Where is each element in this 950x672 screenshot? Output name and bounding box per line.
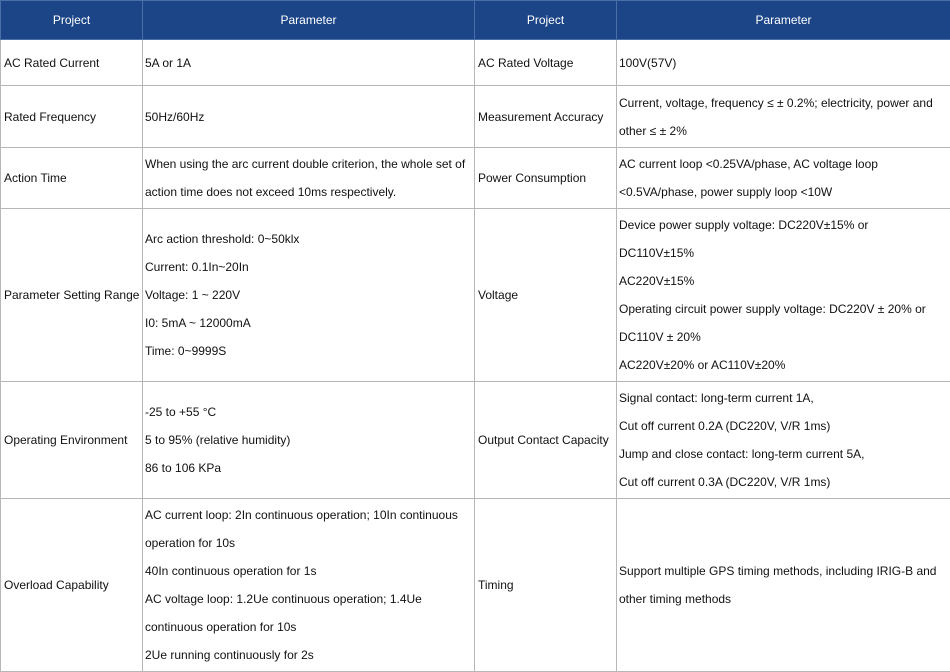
- value-line: Voltage: 1 ~ 220V: [145, 288, 241, 302]
- row-value: [143, 382, 475, 499]
- value-line: Jump and close contact: long-term current 5A,: [619, 447, 865, 461]
- row-value: [143, 209, 475, 382]
- value-line: 100V(57V): [619, 55, 677, 70]
- row-label: Voltage: [475, 209, 617, 382]
- row-label: Output Contact Capacity: [475, 382, 617, 499]
- row-label: Parameter Setting Range: [1, 209, 143, 382]
- table-row: [1, 86, 950, 148]
- value-line: 86 to 106 KPa: [145, 461, 222, 475]
- value-line: I0: 5mA ~ 12000mA: [145, 316, 251, 330]
- header-row: [1, 1, 950, 40]
- row-label: Operating Environment: [1, 382, 143, 499]
- value-line: 50Hz/60Hz: [145, 109, 205, 124]
- row-value: [143, 148, 475, 209]
- value-line: Device power supply voltage: DC220V±15% or: [619, 218, 869, 232]
- row-label: Measurement Accuracy: [475, 86, 617, 148]
- header-project-2: Project: [475, 1, 617, 40]
- value-line: When using the arc current double criterion, the whole set of: [145, 157, 466, 171]
- table-row: [1, 209, 950, 382]
- value-line: Operating circuit power supply voltage: DC220V ± 20% or: [619, 302, 926, 316]
- table-row: [1, 382, 950, 499]
- row-value: [617, 148, 950, 209]
- row-value: [617, 86, 950, 148]
- value-line: 40In continuous operation for 1s: [145, 564, 317, 578]
- row-value: [617, 40, 950, 86]
- value-line: Time: 0~9999S: [145, 344, 227, 358]
- row-label: Action Time: [1, 148, 143, 209]
- value-line: DC110V ± 20%: [619, 330, 701, 344]
- value-line: Cut off current 0.2A (DC220V, V/R 1ms): [619, 419, 831, 433]
- value-line: 2Ue running continuously for 2s: [145, 648, 314, 662]
- value-line: Current, voltage, frequency ≤ ± 0.2%; electricity, power and: [619, 95, 933, 110]
- row-value: [617, 499, 950, 672]
- table-row: [1, 148, 950, 209]
- value-line: <0.5VA/phase, power supply loop <10W: [619, 185, 833, 199]
- value-line: Current: 0.1In~20In: [145, 260, 249, 274]
- row-value: [143, 86, 475, 148]
- row-label: Timing: [475, 499, 617, 672]
- row-label: Overload Capability: [1, 499, 143, 672]
- value-line: operation for 10s: [145, 536, 236, 550]
- value-line: Support multiple GPS timing methods, including IRIG-B and: [619, 564, 937, 578]
- value-line: AC220V±20% or AC110V±20%: [619, 358, 786, 372]
- value-line: Arc action threshold: 0~50klx: [145, 232, 300, 246]
- row-value: [143, 40, 475, 86]
- value-line: action time does not exceed 10ms respectively.: [145, 185, 397, 199]
- row-label: AC Rated Voltage: [475, 40, 617, 86]
- value-line: -25 to +55 °C: [145, 405, 217, 419]
- row-label: Power Consumption: [475, 148, 617, 209]
- header-parameter: Parameter: [143, 1, 475, 40]
- row-label: Rated Frequency: [1, 86, 143, 148]
- value-line: 5A or 1A: [145, 55, 192, 70]
- value-line: Signal contact: long-term current 1A,: [619, 391, 814, 405]
- table-row: [1, 499, 950, 672]
- value-line: other ≤ ± 2%: [619, 123, 687, 138]
- value-line: AC current loop <0.25VA/phase, AC voltage loop: [619, 157, 878, 171]
- value-line: AC voltage loop: 1.2Ue continuous operation; 1.4Ue: [145, 592, 422, 606]
- value-line: AC current loop: 2In continuous operation; 10In continuous: [145, 508, 458, 522]
- table-row: [1, 40, 950, 86]
- row-label: AC Rated Current: [1, 40, 143, 86]
- value-line: other timing methods: [619, 592, 732, 606]
- value-line: continuous operation for 10s: [145, 620, 297, 634]
- row-value: [143, 499, 475, 672]
- header-project: Project: [1, 1, 143, 40]
- row-value: [617, 209, 950, 382]
- header-parameter-2: Parameter: [617, 1, 950, 40]
- value-line: Cut off current 0.3A (DC220V, V/R 1ms): [619, 475, 831, 489]
- value-line: AC220V±15%: [619, 274, 695, 288]
- value-line: 5 to 95% (relative humidity): [145, 433, 291, 447]
- value-line: DC110V±15%: [619, 246, 695, 260]
- row-value: [617, 382, 950, 499]
